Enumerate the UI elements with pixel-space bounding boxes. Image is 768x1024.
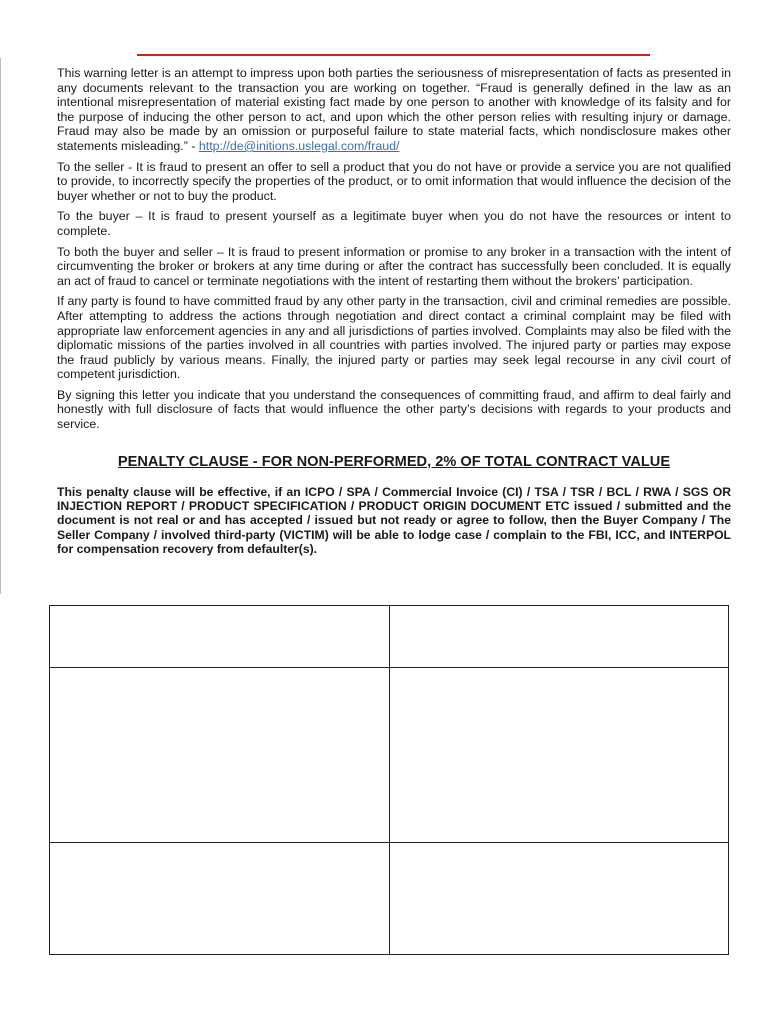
paragraph-warning-intro (57, 66, 731, 154)
paragraph-buyer: To the buyer – It is fraud to present yourself as a legitimate buyer when you do not have the resources or intent to complete. (57, 209, 731, 238)
red-header-rule (137, 54, 650, 56)
signature-cell-right-body[interactable] (389, 668, 729, 843)
paragraph-signing-consent: By signing this letter you indicate that you understand the consequences of committing fraud, and affirm to deal fairly and honestly with full disclosure of facts that would influence the other party’s decisions with regards to your products and service. (57, 387, 731, 432)
signature-table (49, 605, 729, 955)
signature-cell-left-footer[interactable] (50, 843, 390, 955)
penalty-clause-heading: PENALTY CLAUSE - FOR NON-PERFORMED, 2% OF TOTAL CONTRACT VALUE (117, 453, 671, 470)
signature-cell-right-footer[interactable] (389, 843, 729, 955)
signature-table-row (50, 668, 729, 843)
penalty-clause-body: This penalty clause will be effective, if an ICPO / SPA / Commercial Invoice (CI) / TSA / TSR / BCL / RWA / SGS OR INJECTION REPORT / PRODUCT SPECIFICATION / PRODUCT ORIGIN DOCUMENT ETC issued / submitted and the document is not real or and has accepted / issued but not ready or agree to follow, then the Buyer Company / The Seller Company / involved third-party (VICTIM) will be able to lodge case / complain to the FBI, ICC, and INTERPOL for compensation recovery from defaulter(s). (57, 484, 731, 557)
paragraph-remedies: If any party is found to have committed fraud by any other party in the transaction, civil and criminal remedies are possible. After attempting to address the actions through negotiation and direct contact a criminal complaint may be filed with appropriate law enforcement agencies in any and all jurisdictions of parties involved. Complaints may also be filed with the diplomatic missions of the parties involved in all countries with parties involved. The injured party or parties may expose the fraud publicly by various means. Finally, the injured party or parties may seek legal recourse in any civil court of competent jurisdiction. (57, 294, 731, 382)
paragraph-seller: To the seller - It is fraud to present an offer to sell a product that you do not have or provide a service you are not qualified to provide, to incorrectly specify the properties of the product, or to omit information that would influence the decision of the buyer whether or not to buy the product. (57, 159, 731, 203)
paragraph-buyer-and-seller: To both the buyer and seller – It is fraud to present information or promise to any broker in a transaction with the intent of circumventing the broker or brokers at any time during or after the contract has successfully been concluded. It is equally an act of fraud to cancel or terminate negotiations with the intent of restarting them without the brokers’ participation. (57, 244, 731, 288)
page-edge-divider (0, 58, 1, 594)
document-body (57, 66, 731, 557)
signature-cell-left-header[interactable] (50, 606, 390, 668)
signature-cell-left-body[interactable] (50, 668, 390, 843)
signature-table-row (50, 843, 729, 955)
fraud-definition-link[interactable]: http://de@initions.uslegal.com/fraud/ (198, 138, 400, 153)
paragraph-warning-intro-text: This warning letter is an attempt to impress upon both parties the seriousness of misrepresentation of facts as presented in any documents relevant to the transaction you are working on together. “Fraud is generally defined in the law as an intentional misrepresentation of material existing fact made by one person to another with knowledge of its falsity and for the purpose of inducing the other person to act, and upon which the other person relies with resulting injury or damage. Fraud may also be made by an omission or purposeful failure to state material facts, which nondisclosure makes other statements misleading.” - (57, 66, 731, 153)
signature-table-row (50, 606, 729, 668)
signature-cell-right-header[interactable] (389, 606, 729, 668)
